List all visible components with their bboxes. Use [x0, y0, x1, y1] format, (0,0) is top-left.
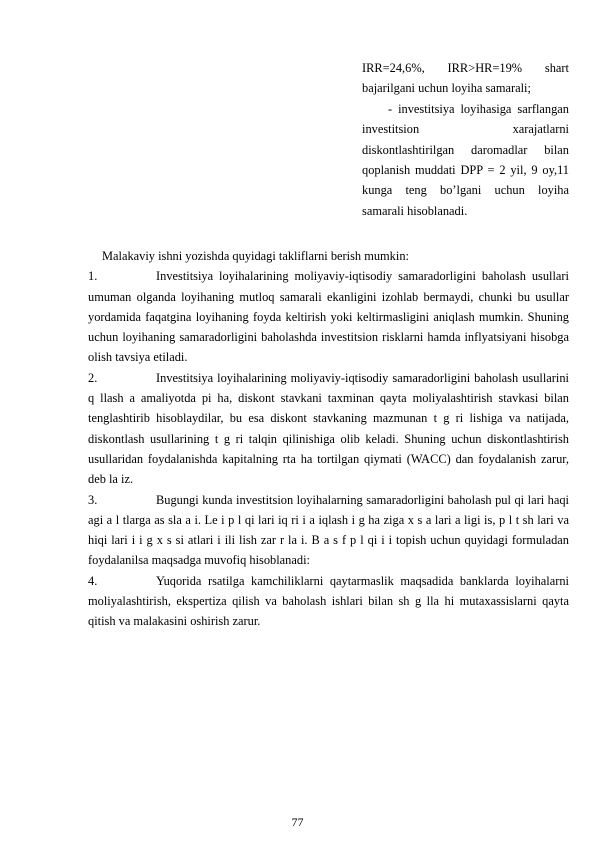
- recommendation-item-3: [88, 490, 569, 571]
- item-number: 4.: [88, 573, 98, 588]
- right-column-text: [362, 58, 569, 221]
- item-text: Investitsiya loyihalarining moliyaviy-iqtisodiy samaradorligini baholash usullari umuman olganda loyihaning mutloq samarali ekanligini izohlab bermaydi, chunki bu usullar yordamida faqatgina loyihaning foyda keltirish yoki keltirmasligini aniqlash mumkin. Shuning uchun loyihaning samaradorligini baholashda investitsion risklarni hamda inflyatsiyani hisobga olish tavsiya etiladi.: [88, 269, 569, 365]
- recommendation-item-4: [88, 571, 569, 632]
- recommendations-intro: Malakaviy ishni yozishda quyidagi takliflarni berish mumkin:: [102, 249, 409, 263]
- item-text: Bugungi kunda investitsion loyihalarning samaradorligini baholash pul qi lari haqi agi a l tlarga as sla a i. Le i p l qi lari iq ri i a iqlash i g ha ziga x s a lari a ligi is, p l t sh lari va hiqi lari i i g x s si atlari i ili lish zar r la i. B a s f p l qi i i topish uchun quyidagi formuladan foydalanilsa maqsadga muvofiq hisoblanadi:: [88, 492, 569, 568]
- item-number: 2.: [88, 370, 98, 385]
- main-text: [88, 246, 569, 632]
- item-number: 1.: [88, 269, 98, 284]
- dpp-conclusion-paragraph: - investitsiya loyihasiga sarflangan investitsion xarajatlarni diskontlashtirilgan daromadlar bilan qoplanish muddati DPP = 2 yil, 9 oy,11 kunga teng bo’lgani uchun loyiha samarali hisoblanadi.: [362, 101, 569, 218]
- recommendation-item-1: [88, 266, 569, 367]
- item-text: Investitsiya loyihalarining moliyaviy-iqtisodiy samaradorligini baholash usullarini q llash a amaliyotda pi ha, diskont stavkani taxminan qayta moliyalashtirish stavkasi bilan tenglashtirib hisoblaydilar, bu esa diskont stavkaning mazmunan t g ri lishiga va natijada, diskontlash usullarining t g ri talqin qilinishiga olib keladi. Shuning uchun diskontlashtirish usullaridan foydalanishda kapitalning rta ha tortilgan qiymati (WACC) dan foydalanish zarur, deb la iz.: [88, 370, 569, 487]
- item-text: Yuqorida rsatilga kamchiliklarni qaytarmaslik maqsadida banklarda loyihalarni moliyalashtirish, ekspertiza qilish va baholash ishlari bilan sh g lla hi mutaxassislarni qayta qitish va malakasini oshirish zarur.: [88, 573, 569, 629]
- page-number: 77: [291, 815, 304, 829]
- recommendation-item-2: [88, 368, 569, 490]
- item-number: 3.: [88, 492, 98, 507]
- irr-conclusion-paragraph: IRR=24,6%, IRR>HR=19% shart bajarilgani uchun loyiha samarali;: [362, 61, 569, 96]
